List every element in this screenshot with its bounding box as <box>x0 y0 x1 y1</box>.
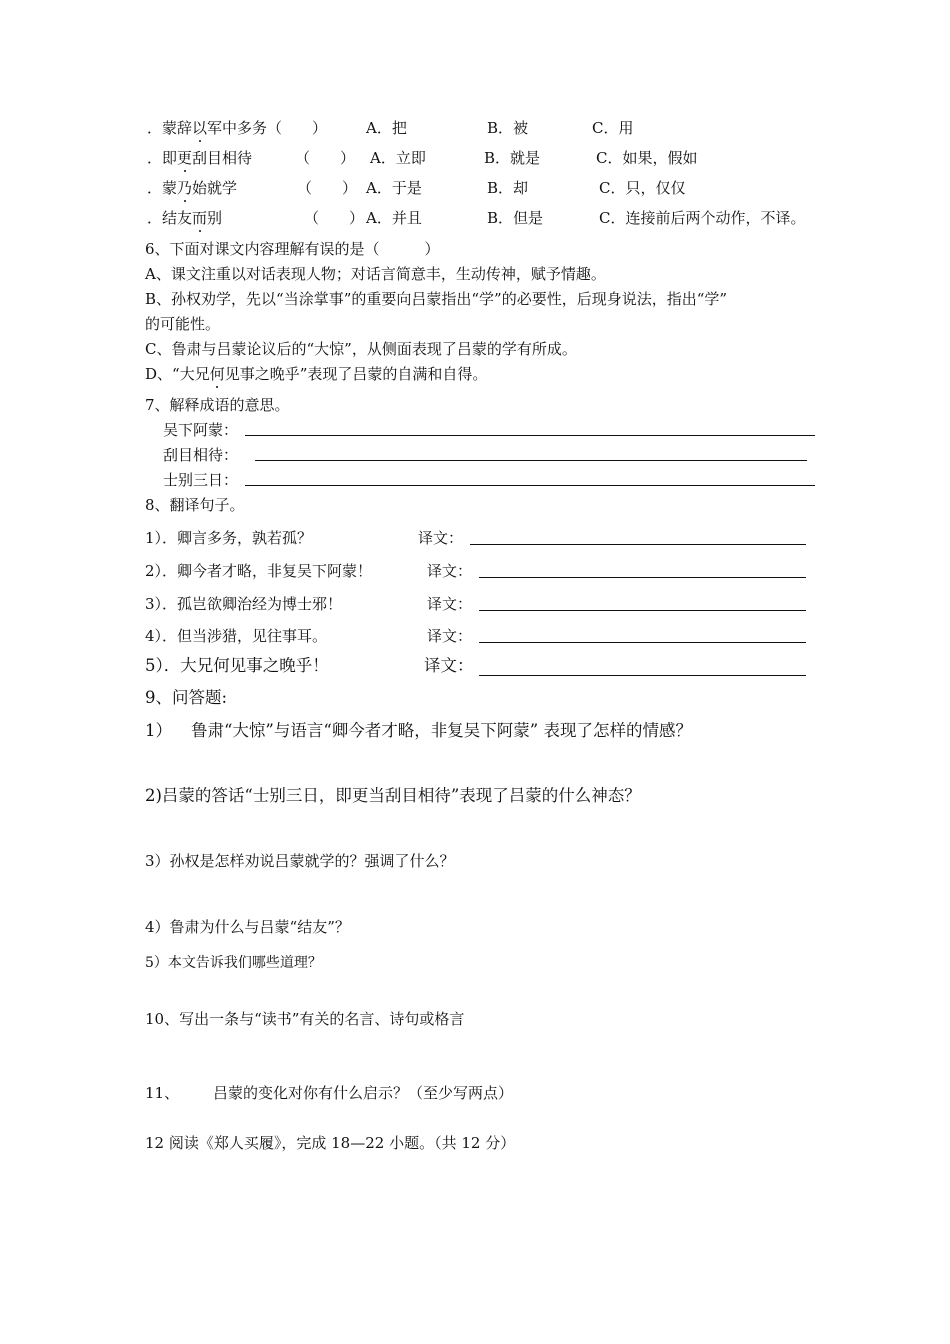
q7-idiom-1: 吴下阿蒙： <box>163 421 239 439</box>
q6-option-c: C、鲁肃与吕蒙论议后的“大惊”，从侧面表现了吕蒙的学有所成。 <box>145 340 577 358</box>
q8-sentence-2: 2）．卿今者才略，非复吴下阿蒙！ <box>145 562 373 580</box>
q6-option-b-line2: 的可能性。 <box>145 315 221 333</box>
q8-title: 8、翻译句子。 <box>145 496 245 514</box>
q9-question-3: 3）孙权是怎样劝说吕蒙就学的？强调了什么？ <box>145 852 455 870</box>
q5-item-3-blank: （ ） <box>297 179 358 197</box>
q5-item-3-option-c: C．只，仅仅 <box>599 179 686 197</box>
q6-option-a: A、课文注重以对话表现人物；对话言简意丰，生动传神，赋予情趣。 <box>145 265 606 283</box>
q5-item-4-option-c: C．连接前后两个动作，不译。 <box>599 209 806 227</box>
q7-idiom-2: 刮目相待： <box>163 446 239 464</box>
q8-answer-line-1[interactable] <box>470 544 806 545</box>
q5-item-2-option-c: C．如果，假如 <box>596 149 698 167</box>
q9-question-1-number: 1） <box>145 721 172 740</box>
q5-item-2-blank: （ ） <box>295 149 356 167</box>
q8-sentence-5: 5）．大兄何见事之晚乎！ <box>145 656 329 675</box>
q9-question-5: 5）本文告诉我们哪些道理？ <box>145 955 322 971</box>
q8-translation-label-5: 译文： <box>424 656 474 675</box>
q5-item-4-blank: （ ） <box>304 209 365 227</box>
q8-translation-label-1: 译文： <box>418 529 464 547</box>
q6-option-b-line1: B、孙权劝学，先以“当涂掌事”的重要向吕蒙指出“学”的必要性，后现身说法，指出“学” <box>145 290 728 308</box>
q9-question-1: 鲁肃“大惊”与语言“卿今者才略，非复吴下阿蒙” 表现了怎样的情感？ <box>191 721 692 740</box>
q8-sentence-3: 3）．孤岂欲卿治经为博士邪！ <box>145 595 343 613</box>
q9-title: 9、问答题: <box>145 688 228 707</box>
q5-item-4-option-b: B．但是 <box>487 209 544 227</box>
q11-number: 11、 <box>145 1084 180 1102</box>
q8-sentence-4: 4）．但当涉猎，见往事耳。 <box>145 627 328 645</box>
q5-item-2-option-a: A．立即 <box>370 149 426 167</box>
q9-question-4: 4）鲁肃为什么与吕蒙“结友”？ <box>145 918 350 936</box>
q5-item-2-option-b: B．就是 <box>484 149 541 167</box>
q8-answer-line-5[interactable] <box>479 675 806 676</box>
q5-item-3-stem: ．蒙乃始就学 <box>147 179 238 197</box>
q5-item-1-option-a: A．把 <box>366 119 407 137</box>
q6-title: 6、下面对课文内容理解有误的是（ ） <box>145 240 440 258</box>
q10-question: 10、写出一条与“读书”有关的名言、诗句或格言 <box>145 1010 465 1028</box>
q8-answer-line-3[interactable] <box>479 610 806 611</box>
q7-answer-line-2[interactable] <box>255 460 807 461</box>
q12-question: 12 阅读《郑人买履》，完成 18—22 小题。（共 12 分） <box>145 1134 516 1152</box>
q5-item-2-stem: ．即更刮目相待 <box>147 149 253 167</box>
q8-translation-label-2: 译文： <box>427 562 473 580</box>
q5-item-1-option-b: B．被 <box>487 119 529 137</box>
q7-idiom-3: 士别三日： <box>163 471 239 489</box>
q5-item-4-option-a: A．并且 <box>366 209 422 227</box>
q5-item-1-option-c: C．用 <box>592 119 634 137</box>
q8-translation-label-3: 译文： <box>427 595 473 613</box>
q11-question: 吕蒙的变化对你有什么启示？（至少写两点） <box>213 1084 514 1102</box>
q7-title: 7、解释成语的意思。 <box>145 396 290 414</box>
q5-item-3-option-a: A．于是 <box>366 179 422 197</box>
q8-sentence-1: 1）．卿言多务，孰若孤？ <box>145 529 313 547</box>
q5-item-3-option-b: B．却 <box>487 179 529 197</box>
q5-item-1-stem: ．蒙辞以军中多务（ ） <box>147 119 328 137</box>
q8-translation-label-4: 译文： <box>427 627 473 645</box>
q8-answer-line-2[interactable] <box>479 577 806 578</box>
q8-answer-line-4[interactable] <box>479 642 806 643</box>
q7-answer-line-1[interactable] <box>245 435 815 436</box>
q5-item-4-stem: ．结友而别 <box>147 209 223 227</box>
q9-question-2: 2)吕蒙的答话“士别三日，即更当刮目相待”表现了吕蒙的什么神态？ <box>145 786 641 805</box>
q6-option-d: D、“大兄何见事之晚乎”表现了吕蒙的自满和自得。 <box>145 365 488 383</box>
q7-answer-line-3[interactable] <box>245 485 815 486</box>
